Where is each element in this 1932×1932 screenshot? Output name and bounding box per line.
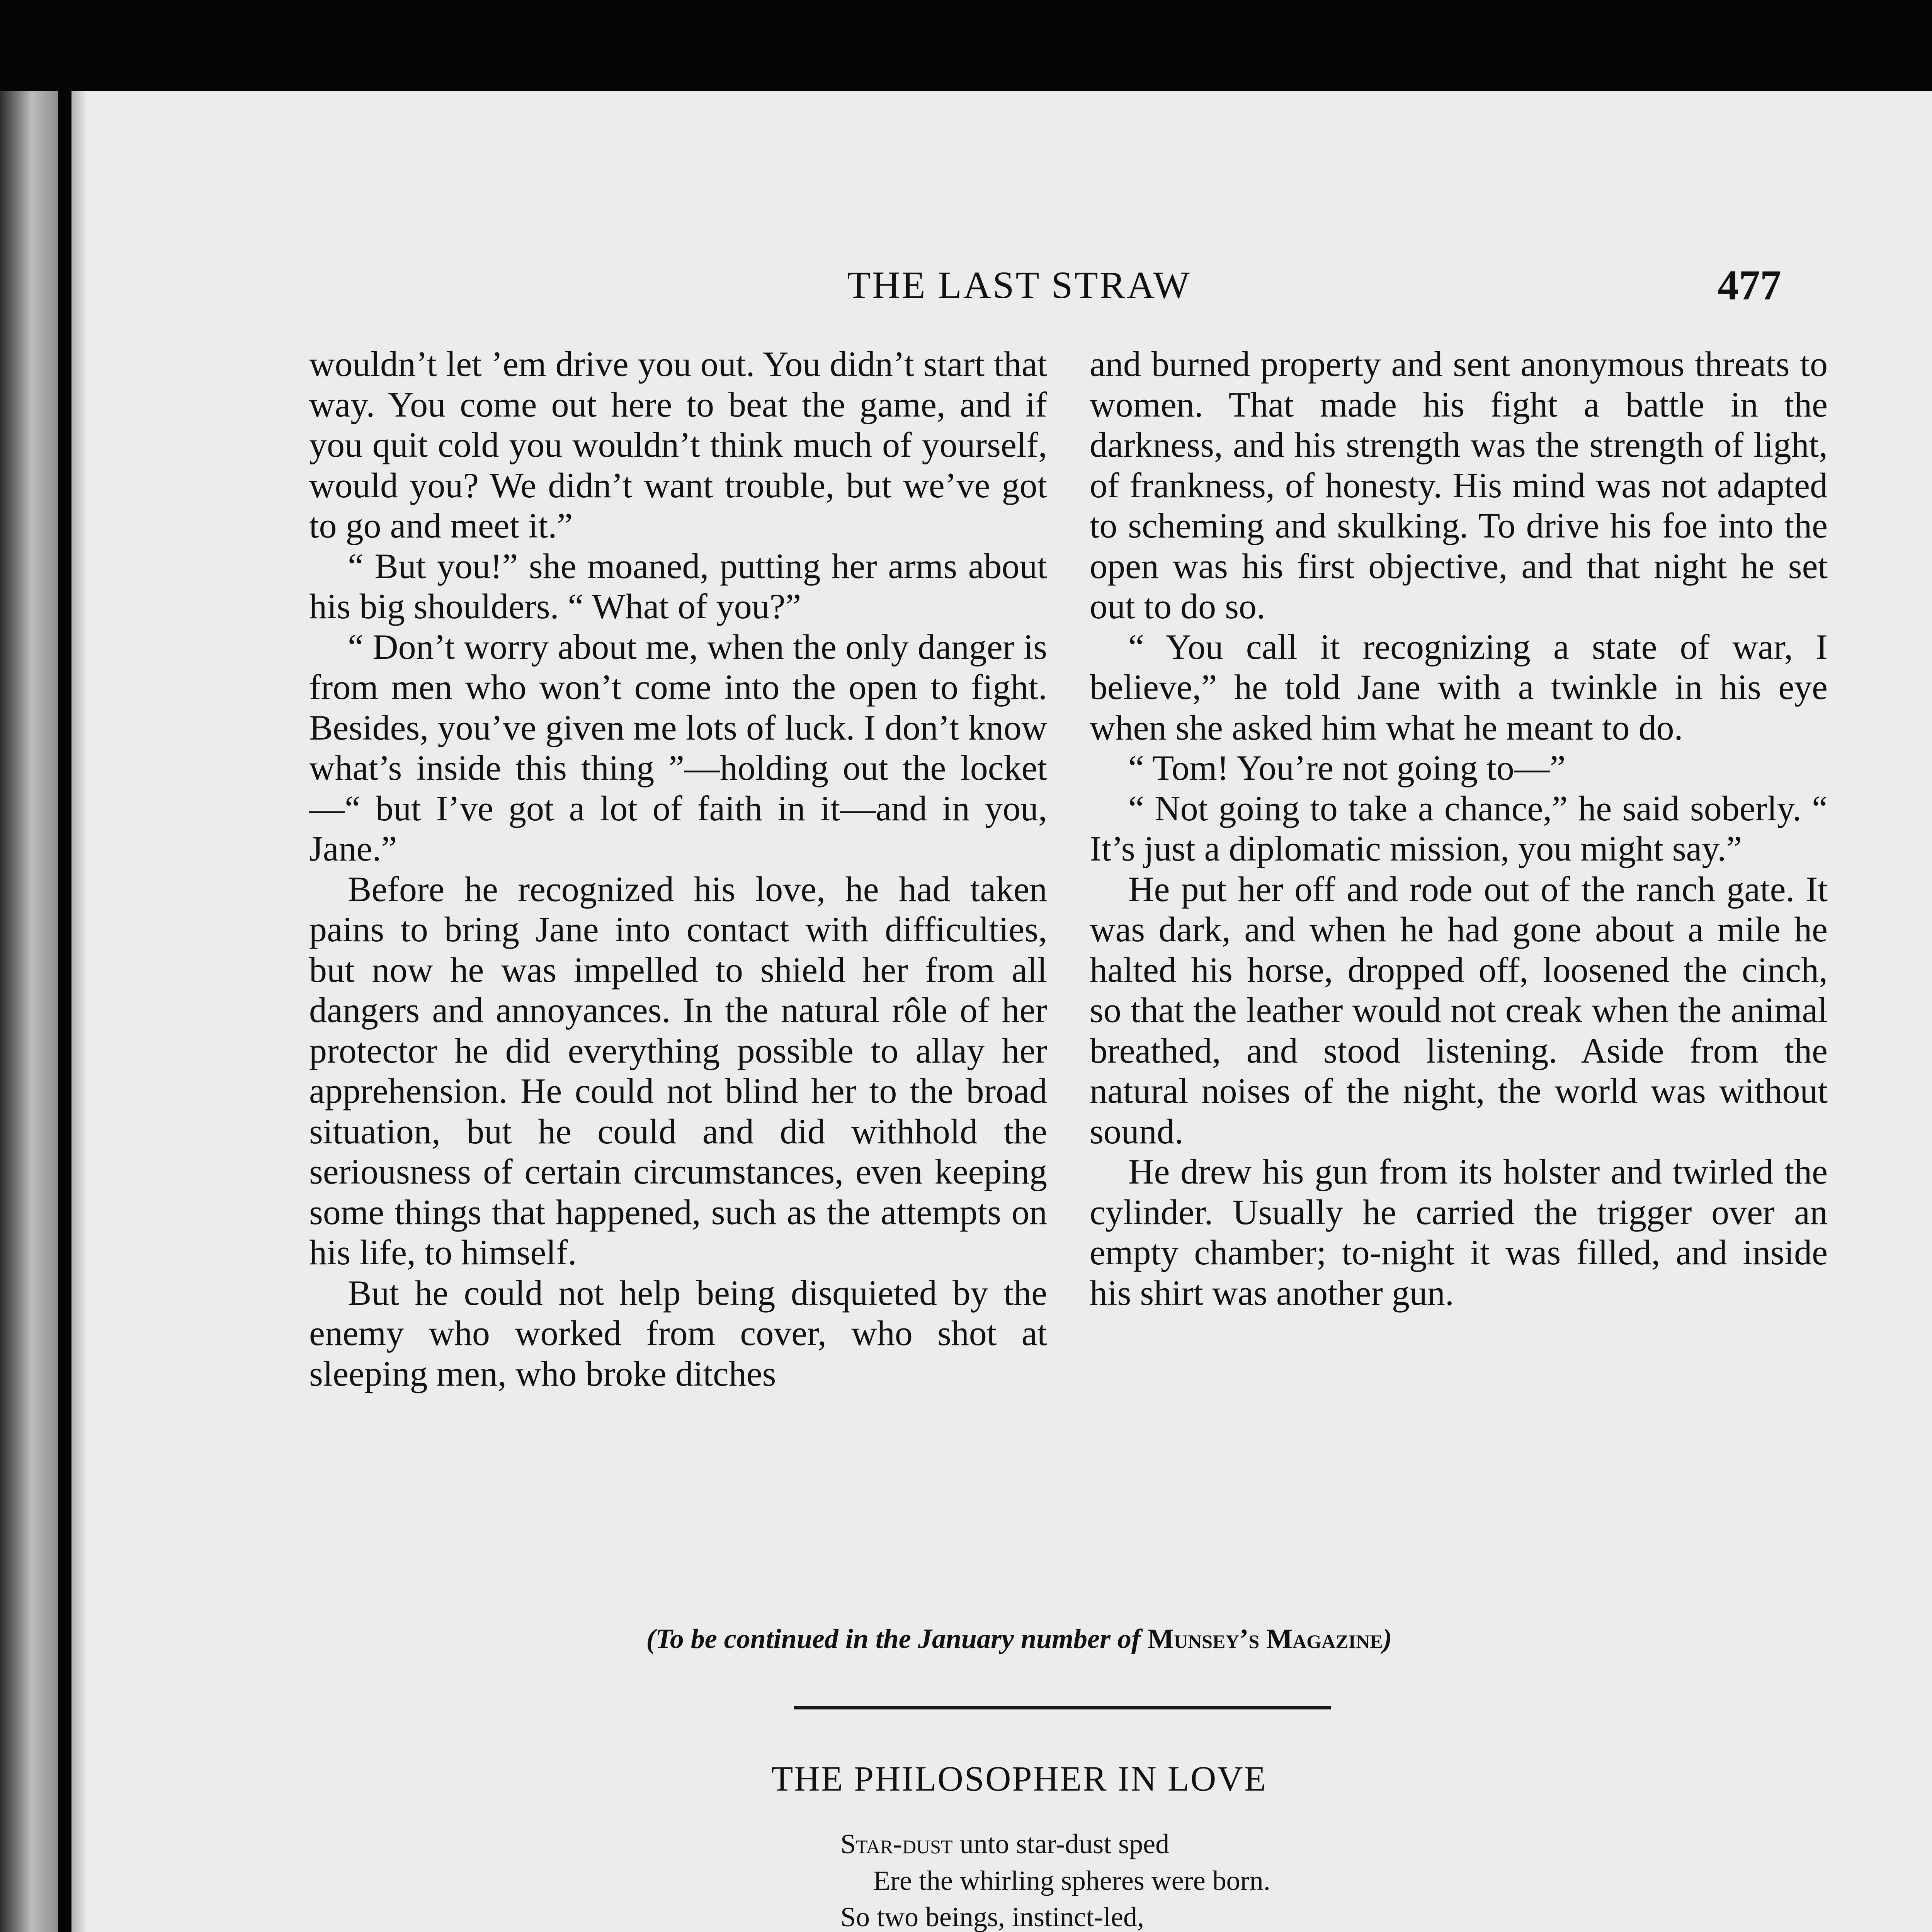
continuation-note [71, 1623, 1932, 1655]
poem-line: So two beings, instinct-led, [840, 1901, 1144, 1932]
paragraph: “ Tom! You’re not going to—” [1128, 748, 1566, 787]
story-column-right [1090, 344, 1828, 1313]
poem-line [840, 1826, 1845, 1862]
poem-title: THE PHILOSOPHER IN LOVE [771, 1759, 1267, 1798]
magazine-page [71, 91, 1932, 1932]
poem-first-line-rest: unto star-dust sped [952, 1828, 1170, 1859]
section-divider [794, 1706, 1331, 1709]
paragraph: “ Not going to take a chance,” he said soberly. “ It’s just a diplomatic mission, you might say.” [1090, 788, 1828, 868]
stanza-1 [840, 1826, 1845, 1932]
paragraph: He drew his gun from its holster and twirled the cylinder. Usually he carried the trigger over an empty chamber; to-night it was filled, and inside his shirt was another gun. [1090, 1152, 1828, 1313]
paragraph: Before he recognized his love, he had taken pains to bring Jane into contact with difficulties, but now he was impelled to shield her from all dangers and annoyances. In the natural rôle of her protector he did everything possible to allay her apprehension. He could not blind her to the broad situation, but he could and did withhold the seriousness of certain circumstances, even keeping some things that happened, such as the attempts on his life, to himself. [309, 869, 1047, 1272]
poem-body [840, 1826, 1845, 1932]
running-title: THE LAST STRAW [847, 264, 1191, 306]
page-number: 477 [1718, 262, 1781, 309]
paragraph: “ But you!” she moaned, putting her arms about his big shoulders. “ What of you?” [309, 546, 1047, 626]
paragraph: “ You call it recognizing a state of war, I believe,” he told Jane with a twinkle in his eye when she asked him what he meant to do. [1090, 627, 1828, 747]
continuation-suffix: ) [1383, 1623, 1392, 1654]
paragraph: “ Don’t worry about me, when the only danger is from men who won’t come into the open to fight. Besides, you’ve given me lots of luck. I don’t know what’s inside this thing ”—holding out the locket—“ but I’ve got a lot of faith in it—and in you, Jane.” [309, 627, 1047, 868]
magazine-name: Munsey’s Magazine [1147, 1623, 1383, 1654]
paragraph: But he could not help being disquieted by the enemy who worked from cover, who shot at sleeping men, who broke ditches [309, 1273, 1047, 1393]
paragraph: and burned property and sent anonymous threats to women. That made his fight a battle in the darkness, and his strength was the strength of light, of frankness, of honesty. His mind was not adapted to scheming and skulking. To drive his foe into the open was his first objective, and that night he set out to do so. [1090, 344, 1828, 626]
poem-line: Ere the whirling spheres were born. [873, 1865, 1270, 1896]
paragraph: wouldn’t let ’em drive you out. You didn’t start that way. You come out here to beat the game, and if you quit cold you wouldn’t think much of yourself, would you? We didn’t want trouble, but we’ve got to go and meet it.” [309, 344, 1047, 545]
poem-first-word: Star-dust [840, 1828, 953, 1859]
story-column-left [309, 344, 1047, 1394]
paragraph: He put her off and rode out of the ranch gate. It was dark, and when he had gone about a mile he halted his horse, dropped off, loosened the cinch, so that the leather would not creak when the animal breathed, and stood listening. Aside from the natural noises of the night, the world was without sound. [1090, 869, 1828, 1151]
continuation-prefix: (To be continued in the January number of [646, 1623, 1148, 1654]
previous-page-edge [0, 91, 58, 1932]
